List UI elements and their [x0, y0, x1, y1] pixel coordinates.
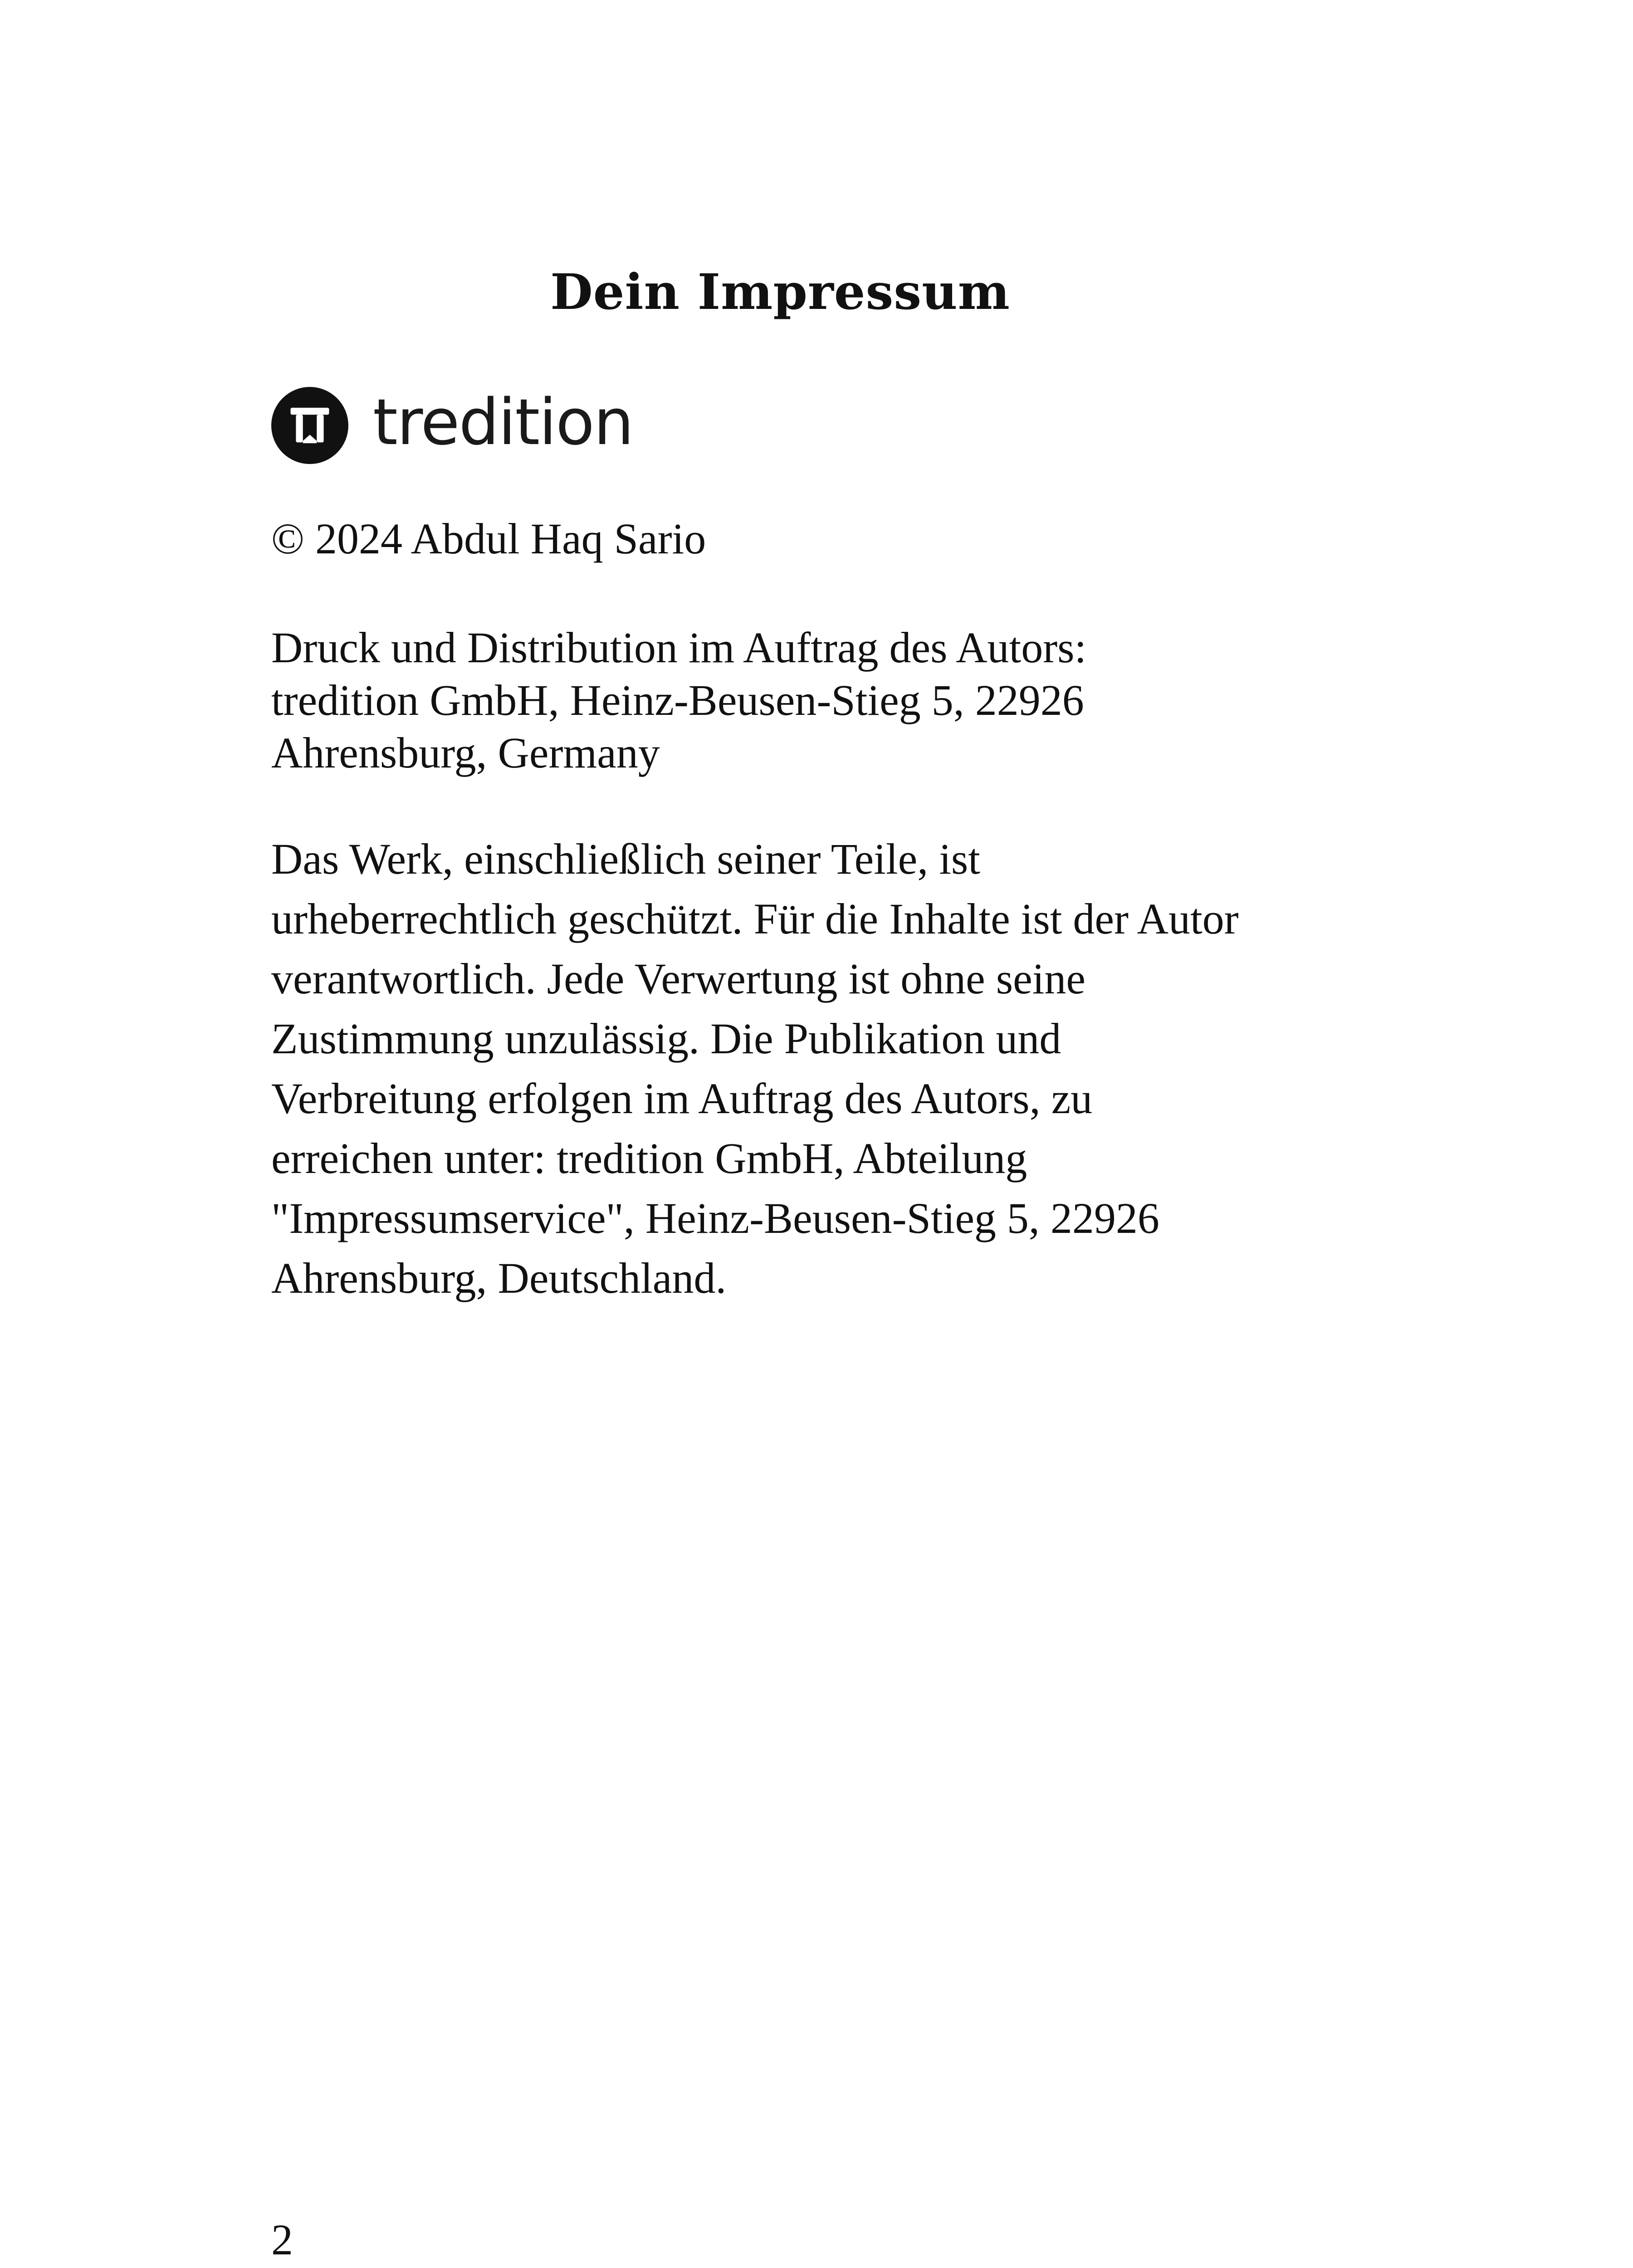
page-title: Dein Impressum: [550, 264, 1010, 321]
legal-notice: [271, 829, 1496, 1308]
distribution-line: Ahrensburg, Germany: [271, 728, 660, 777]
distribution-notice: [271, 621, 1451, 779]
publisher-logo: [271, 385, 633, 466]
page-number: 2: [271, 2215, 293, 2264]
distribution-line: Druck und Distribution im Auftrag des Autors:: [271, 623, 1087, 672]
tredition-logo-icon: [271, 387, 348, 464]
legal-line: urheberrechtlich geschützt. Für die Inhalte ist der Autor: [271, 894, 1239, 943]
legal-line: Verbreitung erfolgen im Auftrag des Autors, zu: [271, 1074, 1093, 1123]
legal-line: Das Werk, einschließlich seiner Teile, ist: [271, 835, 980, 883]
legal-line: erreichen unter: tredition GmbH, Abteilung: [271, 1134, 1027, 1183]
copyright-notice: © 2024 Abdul Haq Sario: [271, 514, 706, 563]
tredition-wordmark: tredition: [373, 386, 633, 459]
legal-line: "Impressumservice", Heinz-Beusen-Stieg 5, 22926: [271, 1194, 1159, 1242]
distribution-line: tredition GmbH, Heinz-Beusen-Stieg 5, 22926: [271, 676, 1084, 724]
legal-line: Ahrensburg, Deutschland.: [271, 1254, 727, 1302]
legal-line: Zustimmung unzulässig. Die Publikation und: [271, 1014, 1061, 1063]
legal-line: verantwortlich. Jede Verwertung ist ohne seine: [271, 954, 1086, 1003]
